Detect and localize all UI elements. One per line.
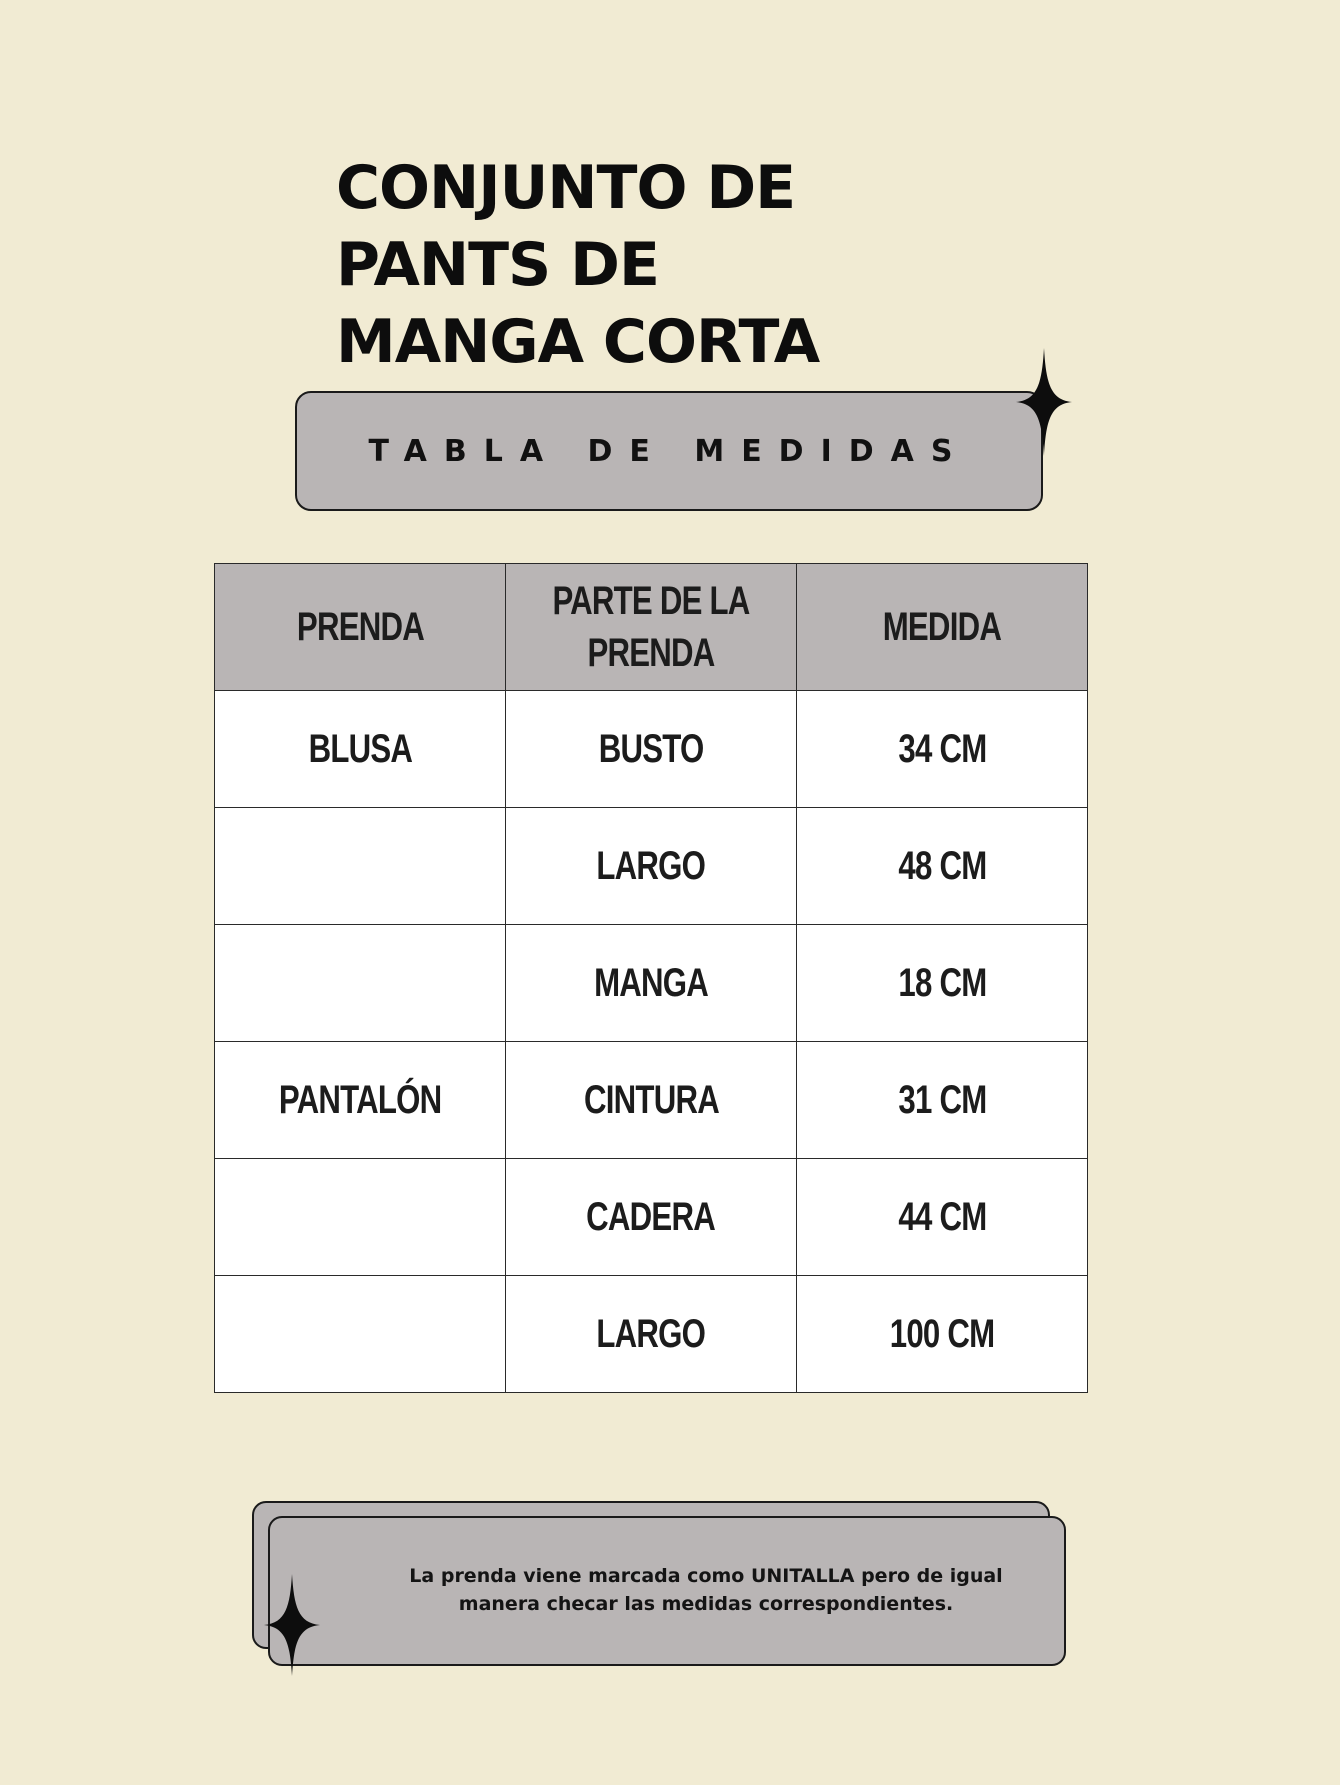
- cell-medida: 31 CM: [797, 1042, 1088, 1159]
- table-header-row: [215, 564, 1088, 691]
- cell-medida: 100 CM: [797, 1276, 1088, 1393]
- cell-prenda: [215, 808, 506, 925]
- cell-medida: 34 CM: [797, 691, 1088, 808]
- cell-prenda: [215, 1159, 506, 1276]
- sparkle-icon: [264, 1574, 320, 1676]
- size-table: [214, 563, 1088, 1393]
- table-row: [215, 691, 1088, 808]
- cell-parte: CINTURA: [506, 1042, 797, 1159]
- cell-parte: CADERA: [506, 1159, 797, 1276]
- table-row: [215, 808, 1088, 925]
- title-line-2: PANTS DE: [336, 230, 659, 300]
- cell-medida: 44 CM: [797, 1159, 1088, 1276]
- column-header-parte: PARTE DE LA PRENDA: [506, 564, 797, 691]
- note-text: La prenda viene marcada como UNITALLA pero de igual manera checar las medidas correspondientes.: [409, 1565, 1003, 1615]
- page-title: [336, 150, 1036, 381]
- column-header-medida: MEDIDA: [797, 564, 1088, 691]
- table-row: [215, 925, 1088, 1042]
- cell-prenda: [215, 1276, 506, 1393]
- table-row: [215, 1042, 1088, 1159]
- column-header-prenda: PRENDA: [215, 564, 506, 691]
- cell-parte: BUSTO: [506, 691, 797, 808]
- cell-prenda: PANTALÓN: [215, 1042, 506, 1159]
- cell-parte: LARGO: [506, 808, 797, 925]
- table-row: [215, 1159, 1088, 1276]
- subtitle-banner: [295, 391, 1043, 511]
- cell-prenda: BLUSA: [215, 691, 506, 808]
- sparkle-icon: [1016, 348, 1072, 456]
- cell-parte: LARGO: [506, 1276, 797, 1393]
- title-line-3: MANGA CORTA: [336, 307, 820, 377]
- cell-prenda: [215, 925, 506, 1042]
- cell-parte: MANGA: [506, 925, 797, 1042]
- table-row: [215, 1276, 1088, 1393]
- title-line-1: CONJUNTO DE: [336, 153, 796, 223]
- subtitle-label: TABLA DE MEDIDAS: [368, 433, 970, 469]
- cell-medida: 18 CM: [797, 925, 1088, 1042]
- cell-medida: 48 CM: [797, 808, 1088, 925]
